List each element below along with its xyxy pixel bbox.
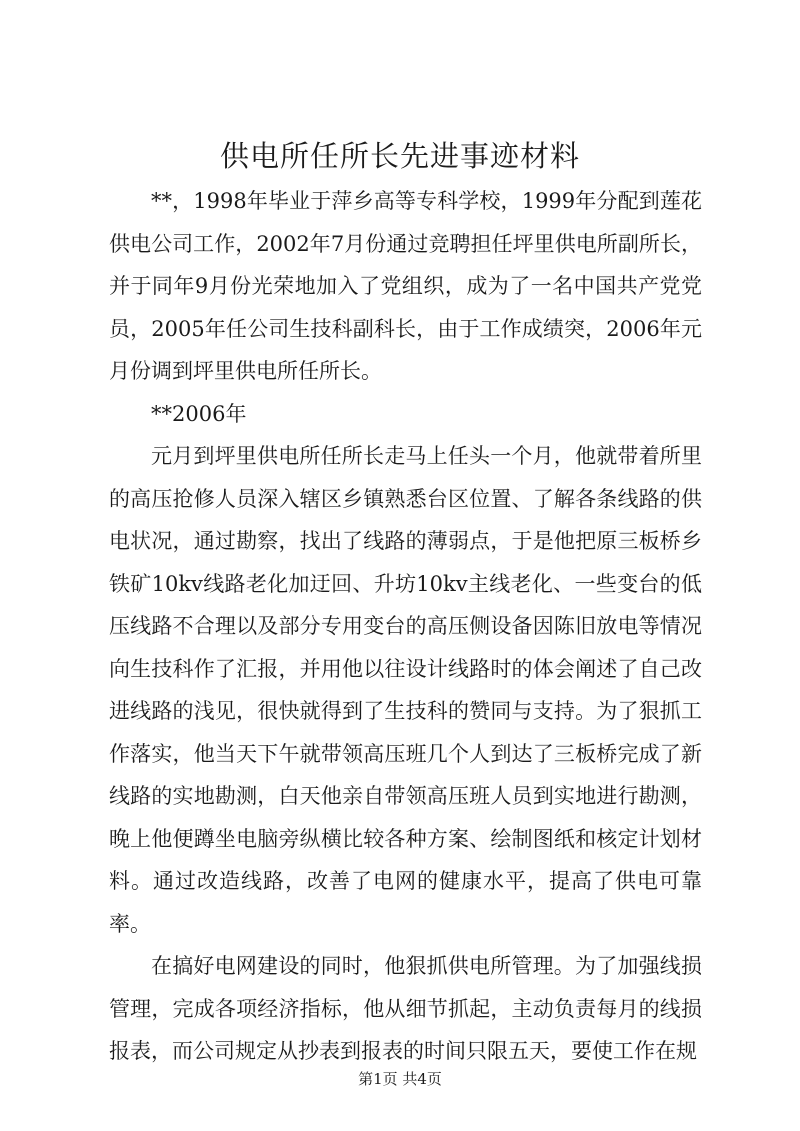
paragraph-4: 在搞好电网建设的同时，他狠抓供电所管理。为了加强线损管理，完成各项经济指标，他从细节抓起，主动负责每月的线损报表，而公司规定从抄表到报表的时间只限五天，要使工作在规 xyxy=(109,954,702,1063)
paragraph-2: **2006年 xyxy=(151,401,247,426)
page-footer: 第1页 共4页 xyxy=(358,1070,442,1088)
paragraph-3: 元月到坪里供电所任所长走马上任头一个月，他就带着所里的高压抢修人员深入辖区乡镇熟悉台区位置、了解各条线路的供电状况，通过勘察，找出了线路的薄弱点，于是他把原三板桥乡铁矿10kv线路老化加迂回、升坊10kv主线老化、一些变台的低压线路不合理以及部分专用变台的高压侧设备因陈旧放电等情况向生技科作了汇报，并用他以往设计线路时的体会阐述了自己改进线路的浅见，很快就得到了生技科的赞同与支持。为了狠抓工作落实，他当天下午就带领高压班几个人到达了三板桥完成了新线路的实地勘测，白天他亲自带领高压班人员到实地进行勘测，晚上他便蹲坐电脑旁纵横比较各种方案、绘制图纸和核定计划材料。通过改造线路，改善了电网的健康水平，提高了供电可靠率。 xyxy=(109,444,702,936)
paragraph-1: **，1998年毕业于萍乡高等专科学校，1999年分配到莲花供电公司工作，2002年7月份通过竞聘担任坪里供电所副所长，并于同年9月份光荣地加入了党组织，成为了一名中国共产党党员，2005年任公司生技科副科长，由于工作成绩突，2006年元月份调到坪里供电所任所长。 xyxy=(109,189,702,383)
document-body xyxy=(109,180,702,1073)
document-title: 供电所任所长先进事迹材料 xyxy=(219,139,580,173)
